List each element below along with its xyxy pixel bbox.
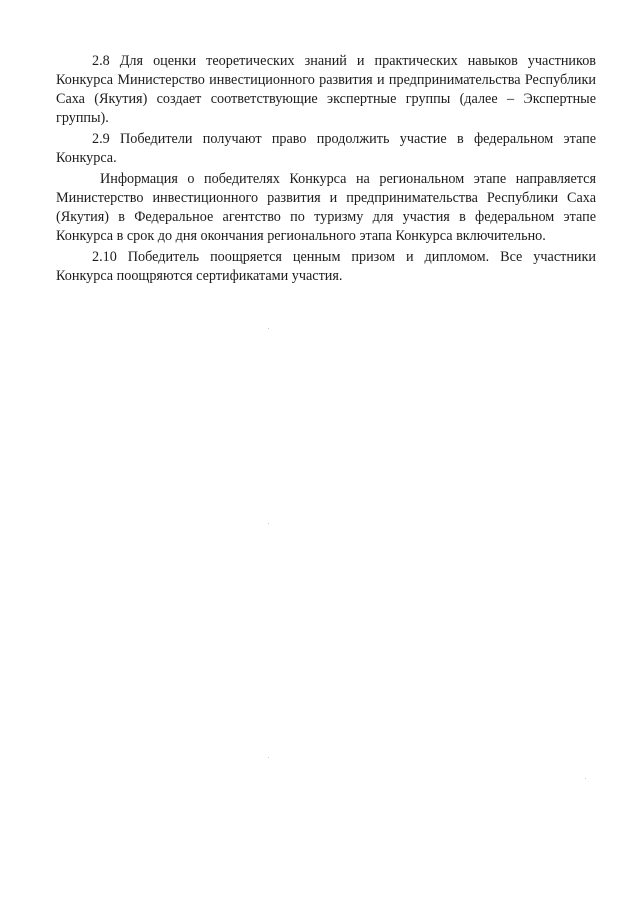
paragraph-winners-info: Информация о победителях Конкурса на региональном этапе направляется Министерство инвестиционного развития и предпринимательства Республики Саха (Якутия) в Федеральное агентство по туризму для участия в федеральном этапе Конкурса в срок до дня окончания регионального этапа Конкурса включительно. bbox=[56, 171, 596, 244]
document-body bbox=[56, 52, 596, 286]
paragraph-2-9: 2.9 Победители получают право продолжить участие в федеральном этапе Конкурса. bbox=[56, 131, 596, 166]
paragraph-2-10: 2.10 Победитель поощряется ценным призом и дипломом. Все участники Конкурса поощряются сертификатами участия. bbox=[56, 249, 596, 284]
paragraph-2-8: 2.8 Для оценки теоретических знаний и практических навыков участников Конкурса Министерство инвестиционного развития и предпринимательства Республики Саха (Якутия) создает соответствующие экспертные группы (далее – Экспертные группы). bbox=[56, 53, 596, 126]
